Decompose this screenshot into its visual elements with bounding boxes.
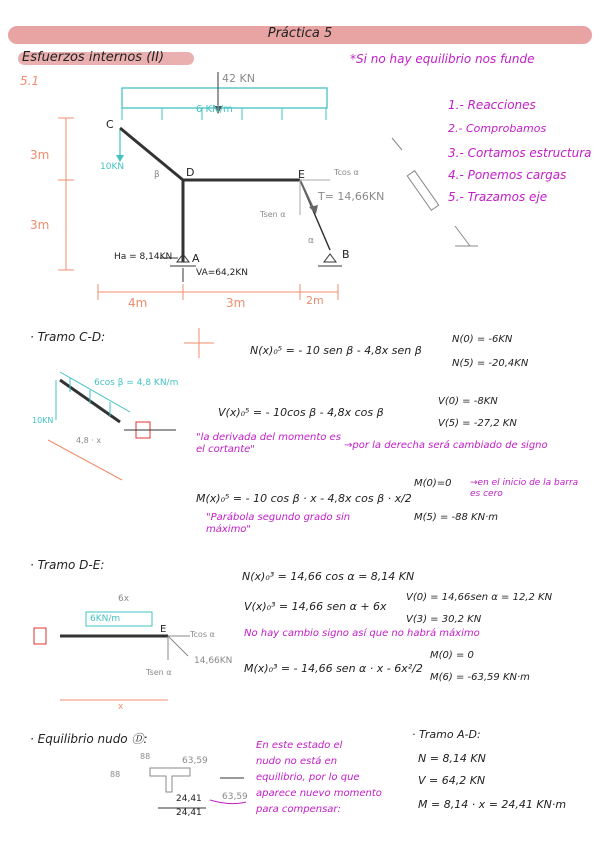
cd-n0: N(0) = -6KN <box>452 334 513 345</box>
cd-v-equation: V(x)₀⁵ = - 10cos β - 4,8x cos β <box>218 406 384 419</box>
reaction-c: 10KN <box>100 162 125 172</box>
de-n-equation: N(x)₀³ = 14,66 cos α = 8,14 KN <box>242 570 415 583</box>
load-6kn: 6 KN/m <box>196 104 233 115</box>
de-load: 6KN/m <box>90 614 121 624</box>
equilibrium-note: *Si no hay equilibrio nos funde <box>350 52 535 66</box>
cd-m0-note: →en el inicio de la barra es cero <box>470 478 579 499</box>
cd-note-derivative: "la derivada del momento es el cortante" <box>196 432 341 455</box>
cd-m5: M(5) = -88 KN·m <box>414 512 498 523</box>
cd-force: 10KN <box>32 416 54 425</box>
load-42kn: 42 KN <box>222 72 255 85</box>
eq-value-4: 24,41 <box>176 794 202 804</box>
cd-m-equation: M(x)₀⁵ = - 10 cos β · x - 4,8x cos β · x/2 <box>196 492 412 505</box>
dim-3m-bottom: 3m <box>30 218 50 232</box>
tramo-de-heading: · Tramo D-E: <box>30 558 105 572</box>
eq-text-1: En este estado el <box>256 740 343 751</box>
de-m0: M(0) = 0 <box>430 650 474 661</box>
tsen-label: Tsen α <box>260 210 286 219</box>
section-number: 5.1 <box>20 74 40 88</box>
eq-value-2: 88 <box>110 770 121 779</box>
eq-value-5: 63,59 <box>222 792 248 802</box>
node-b: B <box>342 248 350 261</box>
de-note-max: No hay cambio signo así que no habrá máximo <box>244 628 480 639</box>
de-tcos: Tcos α <box>190 630 215 639</box>
node-d: D <box>186 166 195 179</box>
cd-n-equation: N(x)₀⁵ = - 10 sen β - 4,8x sen β <box>250 344 422 357</box>
dim-3m-top: 3m <box>30 148 50 162</box>
de-node-e: E <box>160 624 167 635</box>
node-a: A <box>192 252 200 265</box>
page-title: Práctica 5 <box>267 26 333 41</box>
ad-m: M = 8,14 · x = 24,41 KN·m <box>418 798 567 811</box>
eq-text-3: equilibrio, por lo que <box>256 772 360 783</box>
cd-v5: V(5) = -27,2 KN <box>438 418 517 429</box>
eq-value-1: 88 <box>140 752 151 761</box>
tramo-cd-heading: · Tramo C-D: <box>30 330 106 344</box>
de-m-equation: M(x)₀³ = - 14,66 sen α · x - 6x²/2 <box>244 662 423 675</box>
cd-n5: N(5) = -20,4KN <box>452 358 529 369</box>
cd-m0: M(0)=0 <box>414 478 452 489</box>
eq-text-5: para compensar: <box>256 804 341 815</box>
de-x-label: x <box>118 702 124 712</box>
ad-n: N = 8,14 KN <box>418 752 486 765</box>
tension-label: T= 14,66KN <box>318 190 385 203</box>
tramo-ad-heading: · Tramo A-D: <box>412 728 481 741</box>
cd-note-parabola: "Parábola segundo grado sin máximo" <box>206 512 351 535</box>
tcos-label: Tcos α <box>334 168 359 177</box>
step-1: 1.- Reacciones <box>448 98 536 112</box>
eq-text-2: nudo no está en <box>256 756 338 767</box>
node-e: E <box>298 168 305 181</box>
node-c: C <box>106 118 114 131</box>
cd-note-sign: →por la derecha será cambiado de signo <box>344 440 548 451</box>
step-2: 2.- Comprobamos <box>448 122 547 135</box>
de-force: 14,66KN <box>194 656 233 666</box>
de-m6: M(6) = -63,59 KN·m <box>430 672 530 683</box>
dim-3m-h: 3m <box>226 296 246 310</box>
ad-v: V = 64,2 KN <box>418 774 486 787</box>
eq-text-4: aparece nuevo momento <box>256 788 382 799</box>
de-v3: V(3) = 30,2 KN <box>406 614 482 625</box>
ha-label: Ha = 8,14KN <box>114 252 173 262</box>
eq-value-3: 63,59 <box>182 756 208 766</box>
va-label: VA=64,2KN <box>196 268 248 278</box>
equilibrio-heading: · Equilibrio nudo Ⓓ: <box>30 732 148 746</box>
dim-2m: 2m <box>306 294 324 307</box>
beta-label: β <box>154 170 160 180</box>
de-v-equation: V(x)₀³ = 14,66 sen α + 6x <box>244 600 387 613</box>
cd-dist: 4,8 · x <box>76 436 102 445</box>
eq-value-6: 24,41 <box>176 808 202 818</box>
de-tsen: Tsen α <box>146 668 172 677</box>
step-3: 3.- Cortamos estructura <box>448 146 592 160</box>
page-subtitle: Esfuerzos internos (II) <box>22 50 165 65</box>
de-v0: V(0) = 14,66sen α = 12,2 KN <box>406 592 553 603</box>
alpha-label: α <box>308 236 314 246</box>
step-5: 5.- Trazamos eje <box>448 190 548 204</box>
step-4: 4.- Ponemos cargas <box>448 168 567 182</box>
de-dist: 6x <box>118 594 130 604</box>
cd-v0: V(0) = -8KN <box>438 396 498 407</box>
cd-load: 6cos β = 4,8 KN/m <box>94 378 179 388</box>
dim-4m: 4m <box>128 296 148 310</box>
